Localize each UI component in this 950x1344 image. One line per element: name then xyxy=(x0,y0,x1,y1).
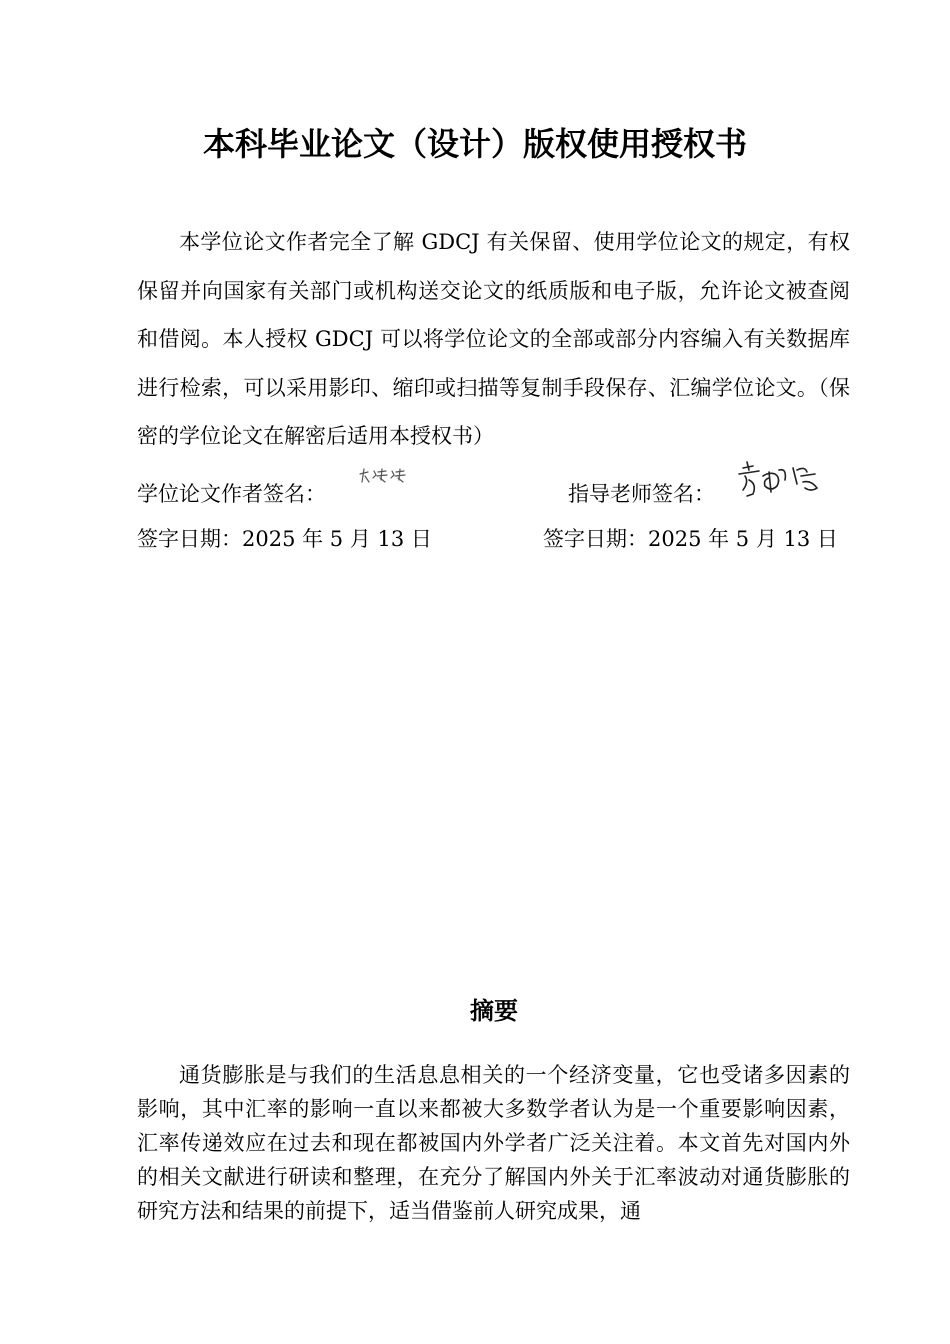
advisor-signature-label: 指导老师签名： xyxy=(568,482,715,506)
advisor-sign-date: 签字日期：2025 年 5 月 13 日 xyxy=(543,527,838,551)
author-signature-label: 学位论文作者签名： xyxy=(137,482,326,506)
abstract-paragraph: 通货膨胀是与我们的生活息息相关的一个经济变量，它也受诸多因素的影响，其中汇率的影响一直以来都被大多数学者认为是一个重要影响因素，汇率传递效应在过去和现在都被国内外学者广泛关注着。本文首先对国内外的相关文献进行研读和整理，在充分了解国内外关于汇率波动对通货膨胀的研究方法和结果的前提下，适当借鉴前人研究成果，通 xyxy=(137,1063,850,1223)
copyright-paragraph: 本学位论文作者完全了解 GDCJ 有关保留、使用学位论文的规定，有权保留并向国家有关部门或机构送交论文的纸质版和电子版，允许论文被查阅和借阅。本人授权 GDCJ 可以将学位论文的全部或部分内容编入有关数据库进行检索，可以采用影印、缩印或扫描等复制手段保存、汇编学位论文。（保密的学位论文在解密后适用本授权书） xyxy=(137,230,850,448)
author-sign-date: 签字日期：2025 年 5 月 13 日 xyxy=(137,527,432,551)
copyright-title: 本科毕业论文（设计）版权使用授权书 xyxy=(202,125,747,163)
abstract-title: 摘要 xyxy=(470,997,518,1025)
author-signature-image xyxy=(356,466,416,490)
advisor-signature-image xyxy=(735,458,825,502)
